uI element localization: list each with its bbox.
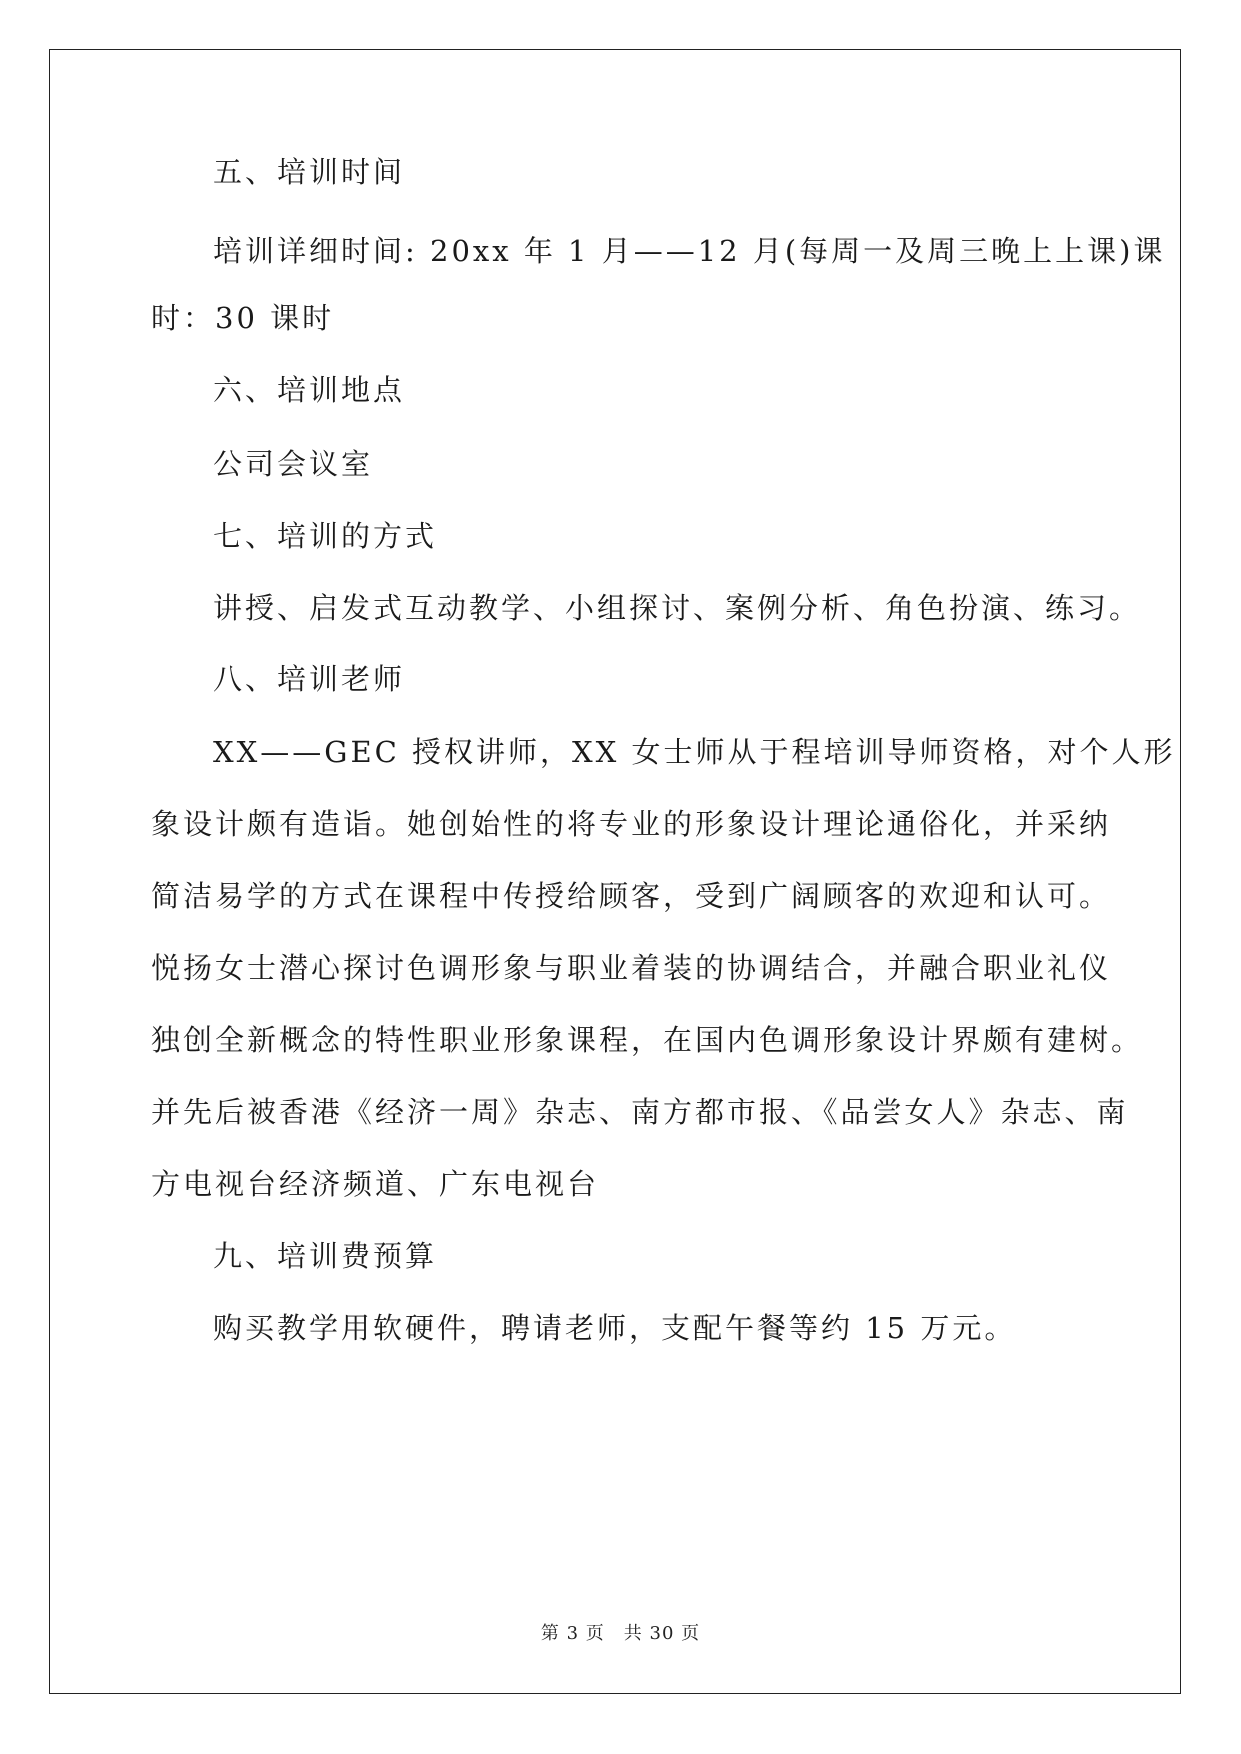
paragraph-line: 培训详细时间: 20xx 年 1 月——12 月(每周一及周三晚上上课)课 [213, 234, 1166, 268]
paragraph-line: 独创全新概念的特性职业形象课程，在国内色调形象设计界颇有建树。 [151, 1023, 1144, 1057]
paragraph-line: 时：30 课时 [151, 301, 335, 335]
section-heading-training-location: 六、培训地点 [213, 373, 406, 407]
paragraph-line: 象设计颇有造诣。她创始性的将专业的形象设计理论通俗化，并采纳 [151, 807, 1112, 841]
paragraph-line: 简洁易学的方式在课程中传授给顾客，受到广阔顾客的欢迎和认可。 [151, 879, 1112, 913]
section-heading-training-method: 七、培训的方式 [213, 519, 438, 553]
paragraph-line: 讲授、启发式互动教学、小组探讨、案例分析、角色扮演、练习。 [213, 591, 1142, 625]
paragraph-line: 并先后被香港《经济一周》杂志、南方都市报、《品尝女人》杂志、南 [151, 1095, 1129, 1129]
paragraph-line: XX——GEC 授权讲师，XX 女士师从于程培训导师资格，对个人形 [213, 735, 1176, 769]
paragraph-line: 方电视台经济频道、广东电视台 [151, 1167, 600, 1201]
page-border [49, 49, 1181, 1694]
section-heading-training-teacher: 八、培训老师 [213, 662, 406, 696]
section-heading-training-time: 五、培训时间 [213, 155, 406, 189]
section-heading-training-budget: 九、培训费预算 [213, 1239, 438, 1273]
paragraph-line: 悦扬女士潜心探讨色调形象与职业着装的协调结合，并融合职业礼仪 [151, 951, 1112, 985]
page-number-footer: 第 3 页 共 30 页 [540, 1623, 701, 1644]
paragraph-line: 购买教学用软硬件，聘请老师，支配午餐等约 15 万元。 [213, 1311, 1017, 1345]
paragraph-line: 公司会议室 [213, 447, 374, 481]
